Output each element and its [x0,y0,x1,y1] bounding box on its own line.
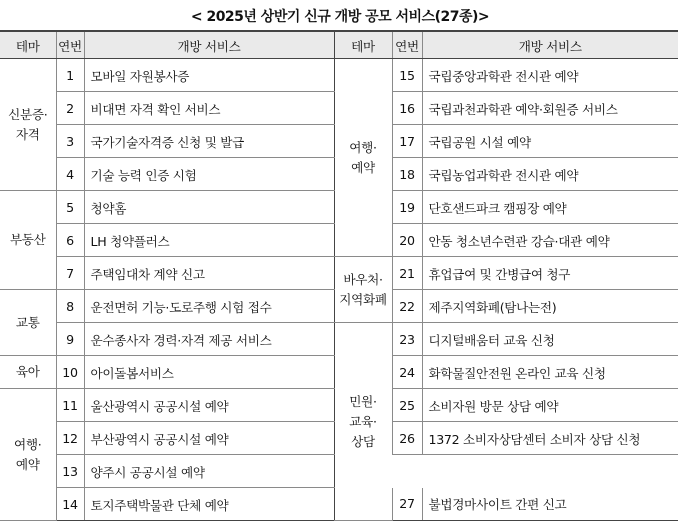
service-name: 제주지역화폐(탐나는전) [422,290,678,323]
service-name: 국가기술자격증 신청 및 발급 [84,125,334,158]
row-number: 12 [56,422,84,455]
theme-cell: 여행· 예약 [0,389,56,521]
row-number: 23 [392,323,422,356]
row-number: 17 [392,125,422,158]
table-row [0,59,678,92]
service-name: 울산광역시 공공시설 예약 [84,389,334,422]
row-number: 18 [392,158,422,191]
service-name: 국립농업과학관 전시관 예약 [422,158,678,191]
service-name: 토지주택박물관 단체 예약 [84,488,334,521]
row-number: 20 [392,224,422,257]
service-name: 국립중앙과학관 전시관 예약 [422,59,678,92]
service-name: LH 청약플러스 [84,224,334,257]
row-number: 4 [56,158,84,191]
theme-cell: 바우처· 지역화폐 [334,257,392,323]
service-name: 주택임대차 계약 신고 [84,257,334,290]
service-name: 국립과천과학관 예약·회원증 서비스 [422,92,678,125]
service-table [0,30,678,521]
service-name: 휴업급여 및 간병급여 청구 [422,257,678,290]
service-name: 단호샌드파크 캠핑장 예약 [422,191,678,224]
row-number: 6 [56,224,84,257]
header-row [0,31,678,59]
table-row [0,257,678,290]
row-number: 1 [56,59,84,92]
theme-cell: 여행· 예약 [334,59,392,257]
service-name: 비대면 자격 확인 서비스 [84,92,334,125]
row-number: 25 [392,389,422,422]
service-name: 양주시 공공시설 예약 [84,455,334,488]
service-name: 아이돌봄서비스 [84,356,334,389]
theme-cell: 교통 [0,290,56,356]
service-name: 운수종사자 경력·자격 제공 서비스 [84,323,334,356]
theme-cell: 부동산 [0,191,56,290]
service-name: 디지털배움터 교육 신청 [422,323,678,356]
header-service: 개방 서비스 [422,31,678,59]
row-number: 16 [392,92,422,125]
row-number: 21 [392,257,422,290]
service-name: 모바일 자원봉사증 [84,59,334,92]
row-number: 5 [56,191,84,224]
theme-cell: 신분증· 자격 [0,59,56,191]
row-number: 10 [56,356,84,389]
service-name: 1372 소비자상담센터 소비자 상담 신청 [422,422,678,455]
theme-cell: 민원· 교육· 상담 [334,323,392,521]
row-number: 26 [392,422,422,455]
row-number: 9 [56,323,84,356]
row-number: 19 [392,191,422,224]
service-name: 안동 청소년수련관 강습·대관 예약 [422,224,678,257]
service-name: 화학물질안전원 온라인 교육 신청 [422,356,678,389]
theme-cell: 육아 [0,356,56,389]
header-theme: 테마 [0,31,56,59]
row-number: 11 [56,389,84,422]
table-row [0,323,678,356]
row-number: 7 [56,257,84,290]
service-name: 운전면허 기능·도로주행 시험 접수 [84,290,334,323]
row-number: 8 [56,290,84,323]
row-number: 13 [56,455,84,488]
header-number: 연번 [56,31,84,59]
row-number: 3 [56,125,84,158]
service-name: 소비자원 방문 상담 예약 [422,389,678,422]
header-theme: 테마 [334,31,392,59]
header-number: 연번 [392,31,422,59]
row-number: 15 [392,59,422,92]
row-number: 27 [392,488,422,521]
service-name: 불법경마사이트 간편 신고 [422,488,678,521]
service-name: 기술 능력 인증 시험 [84,158,334,191]
row-number: 2 [56,92,84,125]
header-service: 개방 서비스 [84,31,334,59]
row-number: 24 [392,356,422,389]
service-name: 부산광역시 공공시설 예약 [84,422,334,455]
service-name: 국립공원 시설 예약 [422,125,678,158]
page-title: < 2025년 상반기 신규 개방 공모 서비스(27종)> [190,9,490,25]
row-number: 14 [56,488,84,521]
service-name: 청약홈 [84,191,334,224]
row-number: 22 [392,290,422,323]
